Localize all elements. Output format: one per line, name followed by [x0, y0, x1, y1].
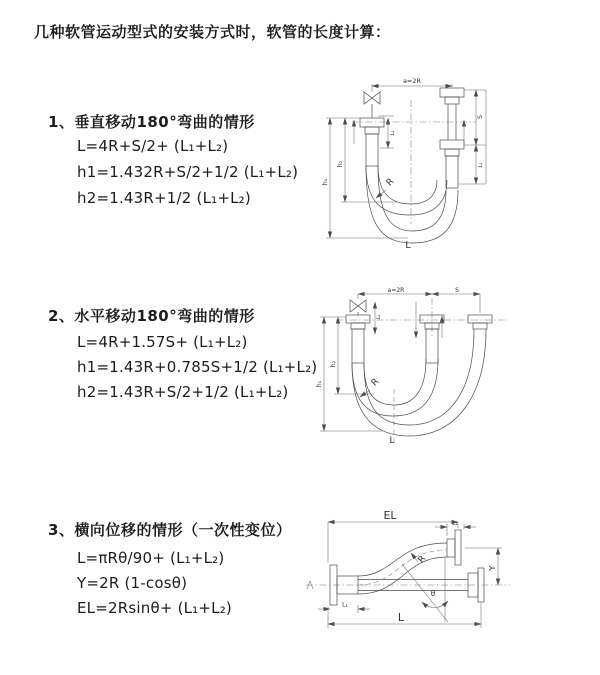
dim-l1-right-label: L₁	[478, 162, 484, 168]
section3-formula-EL: EL=2Rsinθ+ (L₁+L₂)	[77, 599, 232, 617]
dim-l1-top	[435, 520, 476, 536]
centerlines	[352, 100, 476, 224]
section2-formula-L: L=4R+1.57S+ (L₁+L₂)	[77, 333, 248, 351]
curved-hose-assembly	[358, 530, 461, 594]
diagram-horizontal-180	[312, 286, 522, 454]
dim-l1-bottom	[318, 602, 370, 614]
dim-y	[465, 548, 502, 585]
section3-formula-L: L=πRθ/90+ (L₁+L₂)	[77, 549, 225, 567]
dim-l1-pipe	[378, 116, 396, 148]
dim-a2r-label: a=2R	[387, 286, 405, 294]
dim-heights	[316, 314, 382, 431]
dim-l-label: L	[405, 240, 411, 251]
dim-l	[328, 603, 481, 628]
dim-el-label: EL	[383, 509, 397, 522]
valve-icon	[364, 92, 380, 118]
right-pipe-assembly	[468, 315, 492, 329]
dim-s-l1	[459, 90, 486, 184]
section2-heading: 2、水平移动180°弯曲的情形	[48, 307, 255, 325]
valve-icon	[350, 300, 366, 315]
section3-formula-Y: Y=2R (1-cosθ)	[77, 574, 188, 592]
section2-formula-h1: h1=1.43R+0.785S+1/2 (L₁+L₂)	[77, 358, 318, 376]
diagram-lateral-displacement	[302, 502, 517, 642]
right-pipe-assembly	[440, 88, 464, 188]
dim-a2r-label: a=2R	[402, 77, 422, 85]
dim-l1-pipe-label: L₁	[390, 130, 396, 136]
dim-h1-label: h₁	[322, 178, 329, 186]
section3-heading: 3、横向位移的情形（一次性变位）	[48, 521, 292, 539]
section1-formula-L: L=4R+S/2+ (L₁+L₂)	[77, 137, 229, 155]
dim-s-label: S	[455, 286, 459, 294]
centerline	[306, 581, 510, 589]
dim-h2-label: h₂	[330, 360, 337, 368]
dim-top	[358, 287, 480, 313]
dim-l1-pipe-label: L₁	[376, 314, 382, 320]
dim-l1-top-label: L₁	[452, 520, 458, 527]
hose-curves	[366, 166, 458, 243]
dim-l-label: L	[397, 611, 405, 624]
radius-label: R	[369, 376, 382, 389]
dim-h1-label: h₁	[316, 380, 323, 388]
radius-label: R	[384, 176, 397, 189]
movement-arrows	[354, 120, 464, 144]
angle-construction	[402, 558, 448, 622]
dim-h2-label: h₂	[337, 160, 344, 168]
angle-theta-label: θ	[430, 589, 436, 598]
section1-formula-h2: h2=1.43R+1/2 (L₁+L₂)	[77, 189, 251, 207]
dim-s-label: S	[477, 115, 484, 119]
dim-el	[328, 509, 458, 566]
section1-formula-h1: h1=1.432R+S/2+1/2 (L₁+L₂)	[77, 163, 299, 181]
radius-label: R	[416, 554, 429, 566]
dim-y-label: Y	[488, 565, 497, 571]
dim-l-label: L	[389, 436, 395, 446]
left-pipe-assembly	[360, 118, 384, 166]
left-pipe-assembly	[346, 315, 370, 363]
diagram-vertical-180	[316, 72, 531, 254]
centerlines	[336, 298, 508, 444]
dim-l1-bottom-label: L₁	[342, 601, 348, 609]
section1-heading: 1、垂直移动180°弯曲的情形	[48, 113, 255, 131]
page-title: 几种软管运动型式的安装方式时，软管的长度计算：	[34, 23, 391, 41]
section2-formula-h2: h2=1.43R+S/2+1/2 (L₁+L₂)	[77, 383, 289, 401]
